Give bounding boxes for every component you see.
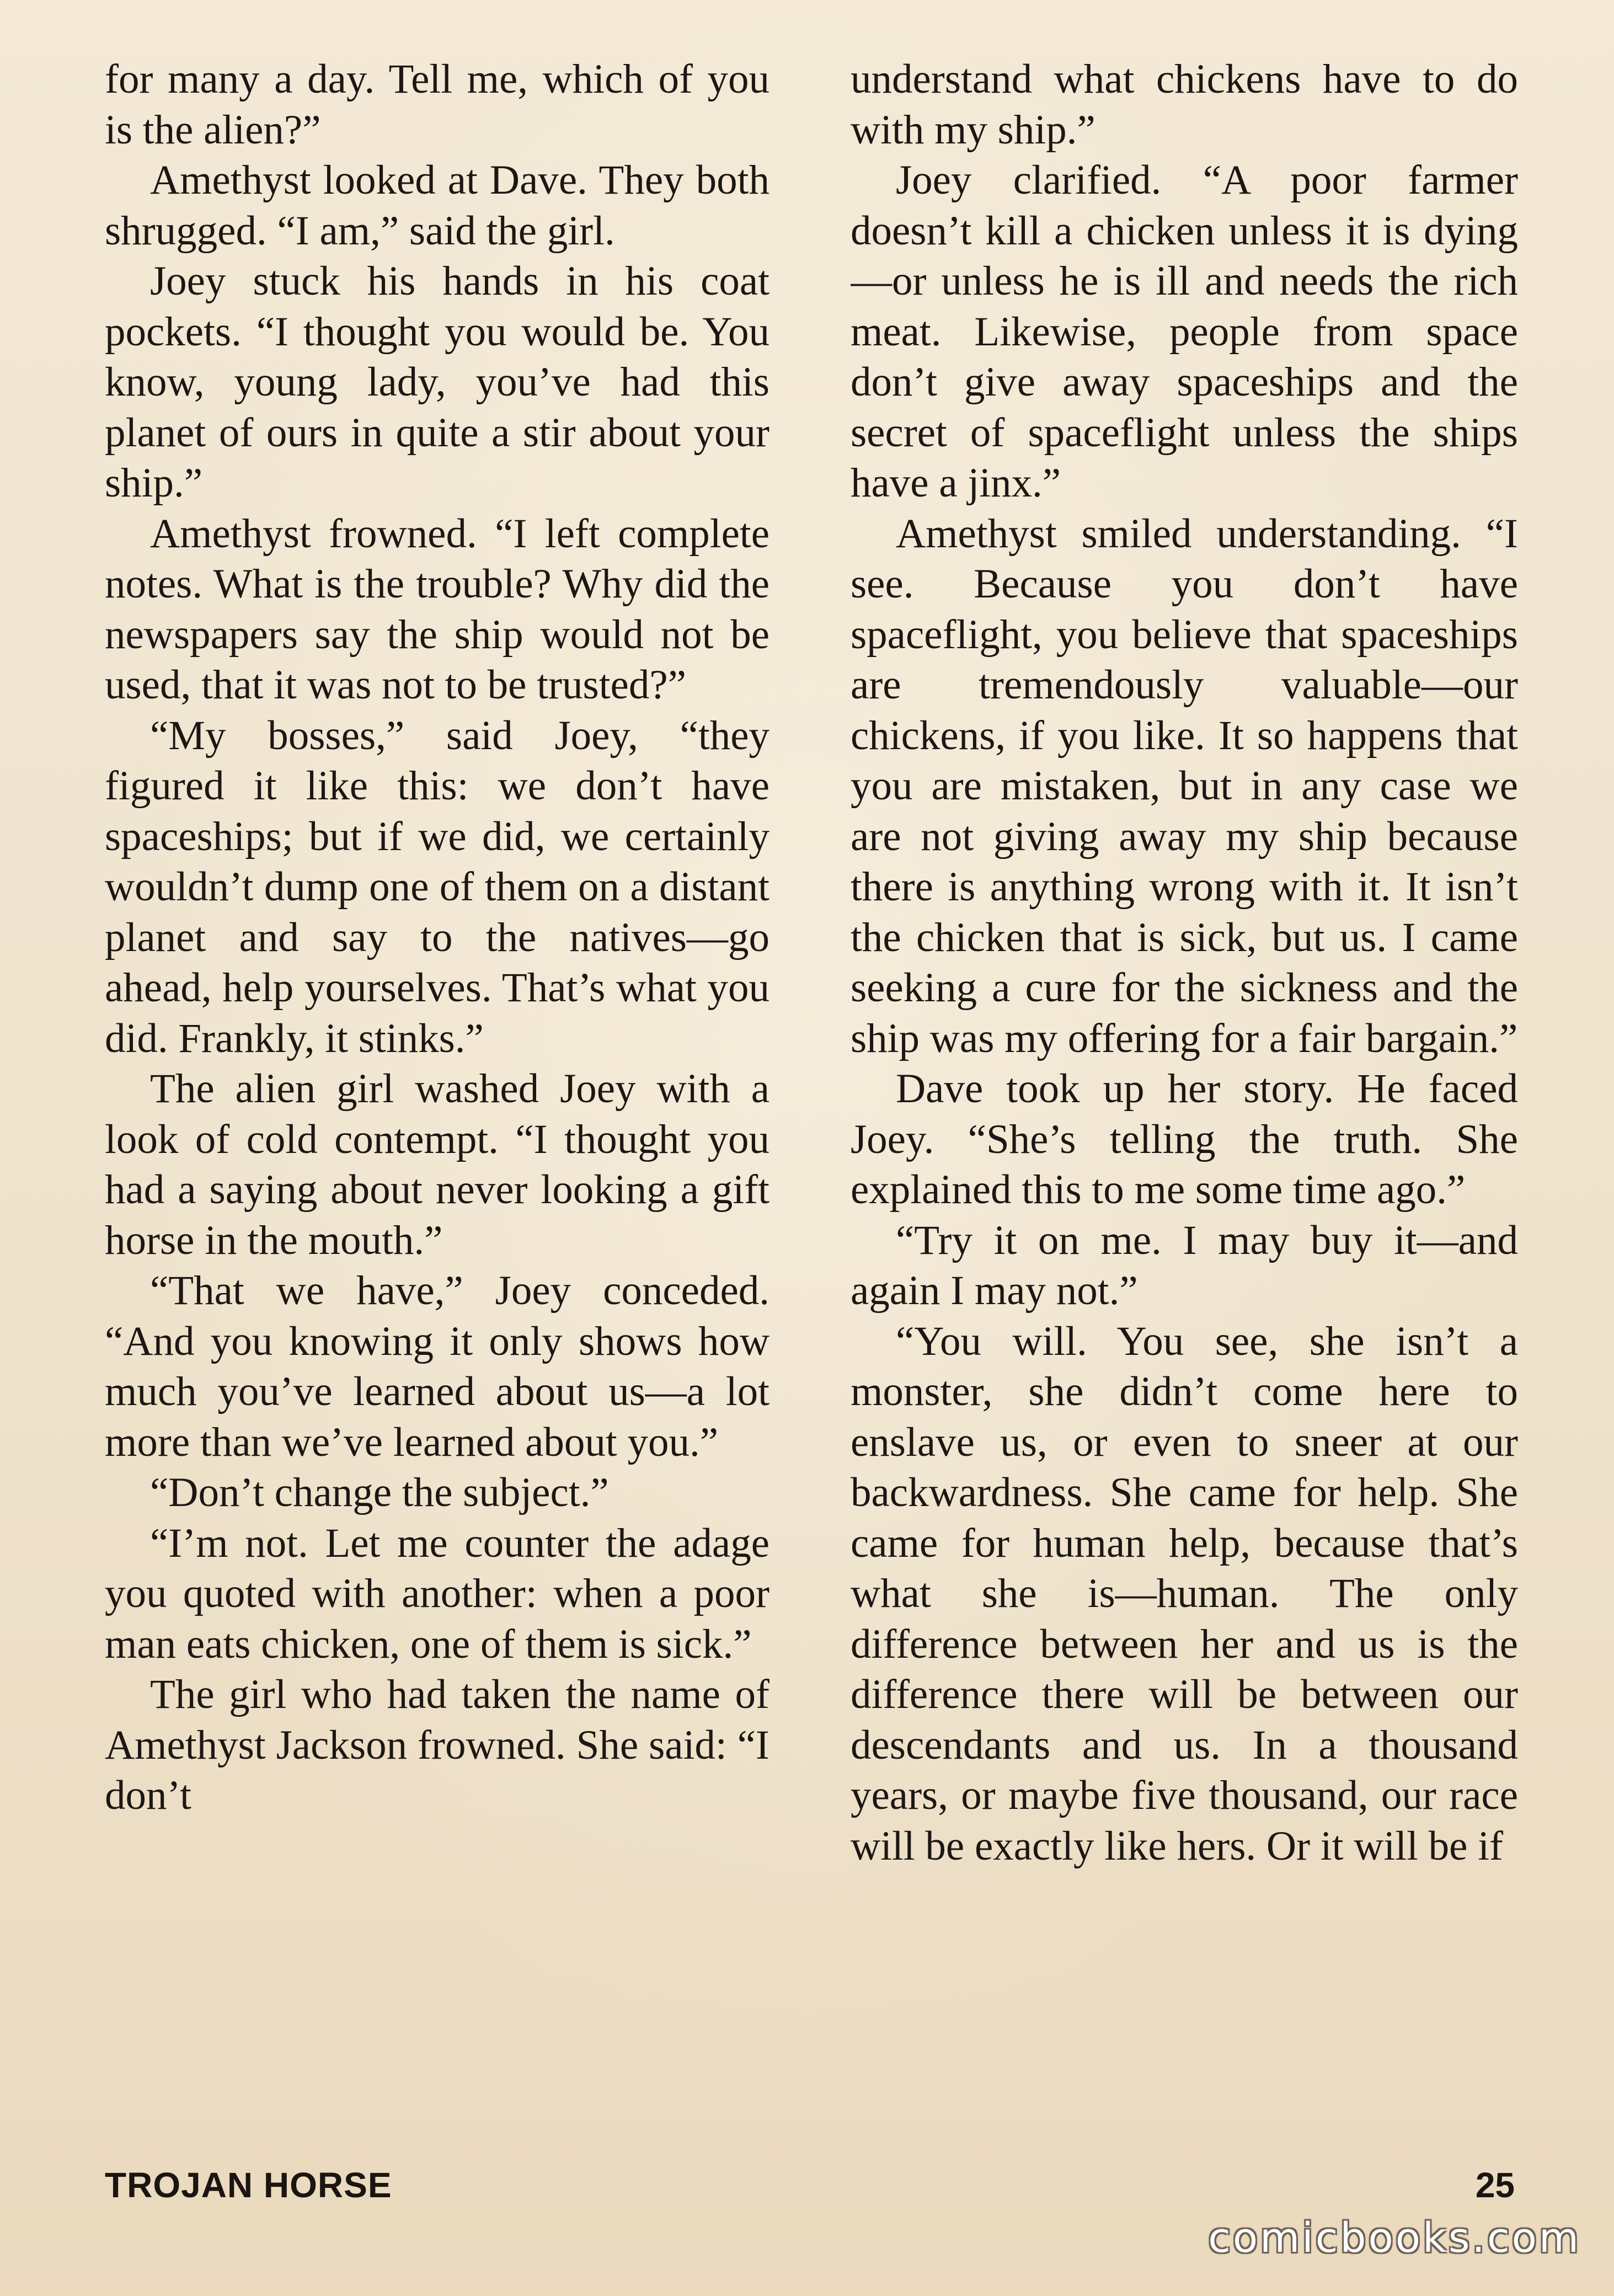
paragraph: Amethyst looked at Dave. They both shrugged. “I am,” said the girl. <box>105 157 769 254</box>
paragraph: “You will. You see, she isn’t a monster, she didn’t come here to enslave us, or even to sneer at our backwardness. She came for help. She came for human help, because that’s what she is—human. The only difference between her and us is the difference there will be between our descendants and us. In a thousand years, or maybe five thousand, our race will be exactly like hers. Or it will be if <box>851 1318 1518 1869</box>
left-text-column <box>105 54 769 2123</box>
paragraph: Amethyst frowned. “I left complete notes. What is the trouble? Why did the newspapers say the ship would not be used, that it was not to be trusted?” <box>105 510 769 708</box>
paragraph: “That we have,” Joey conceded. “And you knowing it only shows how much you’ve learned about us—a lot more than we’ve learned about you.” <box>105 1268 769 1465</box>
paragraph: “I’m not. Let me counter the adage you quoted with another: when a poor man eats chicken, one of them is sick.” <box>105 1520 769 1667</box>
paragraph: The girl who had taken the name of Amethyst Jackson frowned. She said: “I don’t <box>105 1672 769 1818</box>
paragraph: understand what chickens have to do with my ship.” <box>851 56 1518 153</box>
running-footer-title: TROJAN HORSE <box>105 2165 392 2205</box>
paragraph: The alien girl washed Joey with a look of cold contempt. “I thought you had a saying about never looking a gift horse in the mouth.” <box>105 1066 769 1263</box>
paragraph: Joey stuck his hands in his coat pockets. “I thought you would be. You know, young lady, you’ve had this planet of ours in quite a stir about your ship.” <box>105 258 769 506</box>
site-watermark: comicbooks.com <box>1208 2214 1581 2262</box>
paragraph: “My bosses,” said Joey, “they figured it like this: we don’t have spaceships; but if we did, we certainly wouldn’t dump one of them on a distant planet and say to the natives—go ahead, help yourselves. That’s what you did. Frankly, it stinks.” <box>105 712 769 1061</box>
paragraph: “Try it on me. I may buy it—and again I may not.” <box>851 1217 1518 1313</box>
page-number: 25 <box>1475 2165 1515 2205</box>
paragraph: Joey clarified. “A poor farmer doesn’t kill a chicken unless it is dying—or unless he is ill and needs the rich meat. Likewise, people from space don’t give away spaceships and the secret of spaceflight unless the ships have a jinx.” <box>851 157 1518 506</box>
right-text-column <box>851 54 1518 2123</box>
paragraph: “Don’t change the subject.” <box>150 1470 609 1515</box>
paragraph: Amethyst smiled understanding. “I see. Because you don’t have spaceflight, you believe that spaceships are tremendously valuable—our chickens, if you like. It so happens that you are mistaken, but in any case we are not giving away my ship because there is anything wrong with it. It isn’t the chicken that is sick, but us. I came seeking a cure for the sickness and the ship was my offering for a fair bargain.” <box>851 510 1518 1061</box>
paragraph: Dave took up her story. He faced Joey. “She’s telling the truth. She explained this to me some time ago.” <box>851 1066 1518 1213</box>
paragraph: for many a day. Tell me, which of you is the alien?” <box>105 56 769 153</box>
